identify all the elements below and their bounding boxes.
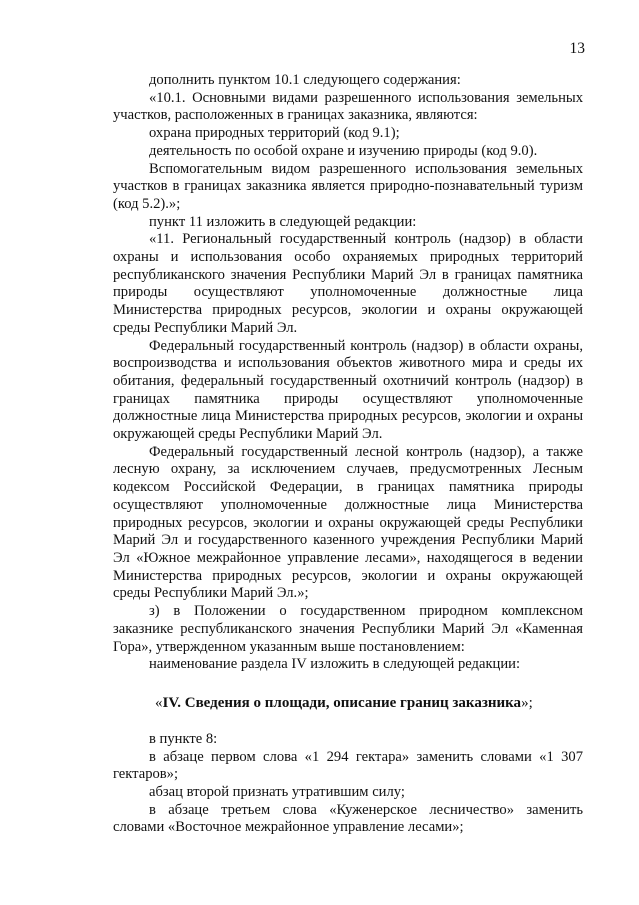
paragraph: деятельность по особой охране и изучению природы (код 9.0). [149,142,538,159]
heading-title: IV. Сведения о площади, описание границ заказника [162,694,522,711]
paragraph: Вспомогательным видом разрешенного использования земельных участков в границах заказника является природно-познавательный туризм (код 5.2).»; [113,160,583,212]
paragraph: з) в Положении о государственном природном комплексном заказнике республиканского значения Республики Марий Эл «Каменная Гора», утвержденном указанным выше постановлением: [113,603,583,655]
paragraph: наименование раздела IV изложить в следующей редакции: [149,656,521,673]
heading-close: »; [521,694,533,711]
paragraph: охрана природных территорий (код 9.1); [149,125,400,142]
paragraph: дополнить пунктом 10.1 следующего содержания: [149,72,461,88]
paragraph: в абзаце третьем слова «Куженерское лесничество» заменить словами «Восточное межрайонное управление лесами»; [113,801,583,836]
heading-open-quote: « [155,694,163,711]
paragraph: пункт 11 изложить в следующей редакции: [149,213,417,230]
paragraph: Федеральный государственный лесной контроль (надзор), а также лесную охрану, за исключением случаев, предусмотренных Лесным кодексом Российской Федерации, в границах памятника природы осуществляют уполномоченные должностные лица Министерства природных ресурсов, экологии и охраны окружающей среды Республики Марий Эл и государственного казенного учреждения Республики Марий Эл «Южное межрайонное управление лесами», находящегося в ведении Министерства природных ресурсов, экологии и охраны окружающей среды Республики Марий Эл.»; [113,443,583,602]
section-heading [113,694,583,712]
paragraph: «10.1. Основными видами разрешенного использования земельных участков, расположенных в границах заказника, являются: [113,89,583,124]
paragraph: в пункте 8: [149,730,218,747]
paragraph: Федеральный государственный контроль (надзор) в области охраны, воспроизводства и использования объектов животного мира и среды их обитания, федеральный государственный охотничий контроль (надзор) в границах памятника природы осуществляют уполномоченные должностные лица Министерства природных ресурсов, экологии и охраны окружающей среды Республики Марий Эл. [113,337,583,443]
page-number: 13 [569,40,585,57]
document-body [113,72,583,837]
paragraph: «11. Региональный государственный контроль (надзор) в области охраны и использования особо охраняемых природных территорий республиканского значения Республики Марий Эл в границах памятника природы осуществляют уполномоченные должностные лица Министерства природных ресурсов, экологии и охраны окружающей среды Республики Марий Эл. [113,231,583,336]
paragraph: абзац второй признать утратившим силу; [149,784,405,801]
paragraph: в абзаце первом слова «1 294 гектара» заменить словами «1 307 гектаров»; [113,748,583,783]
